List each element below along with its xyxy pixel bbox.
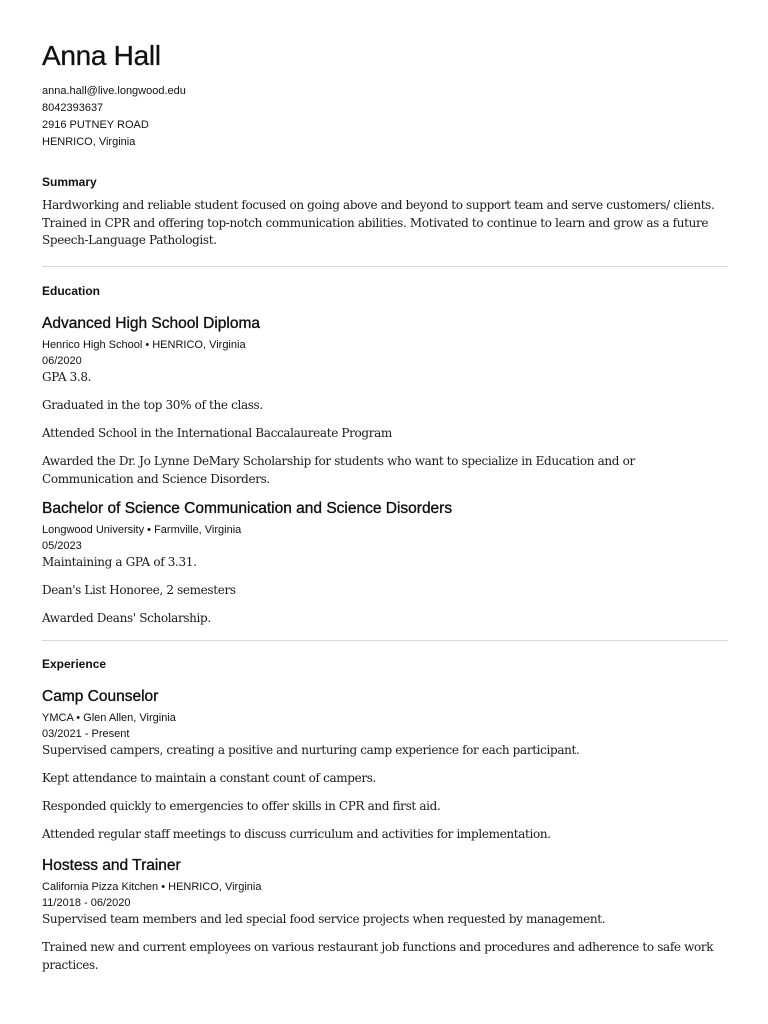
experience-entry-employer: California Pizza Kitchen • HENRICO, Virginia xyxy=(42,881,262,893)
education-entry-detail: Graduated in the top 30% of the class. xyxy=(42,398,263,412)
education-entry-institution: Longwood University • Farmville, Virginia xyxy=(42,524,242,536)
experience-entry-employer: YMCA • Glen Allen, Virginia xyxy=(42,712,176,724)
education-entry-detail: Attended School in the International Baccalaureate Program xyxy=(42,426,392,440)
experience-entry-detail: Trained new and current employees on various restaurant job functions and procedures and adherence to safe work practices. xyxy=(42,940,714,972)
section-divider xyxy=(42,266,728,267)
experience-heading: Experience xyxy=(42,657,107,671)
contact-address: 2916 PUTNEY ROAD xyxy=(42,119,149,131)
education-entry-detail: Awarded Deans' Scholarship. xyxy=(42,611,211,625)
education-entry-detail: GPA 3.8. xyxy=(42,370,92,384)
education-entry-date: 05/2023 xyxy=(42,540,82,552)
education-entry-detail: Maintaining a GPA of 3.31. xyxy=(42,555,197,569)
contact-email[interactable]: anna.hall@live.longwood.edu xyxy=(42,85,186,97)
summary-heading: Summary xyxy=(42,175,97,189)
education-entry-institution: Henrico High School • HENRICO, Virginia xyxy=(42,339,246,351)
experience-entry-date: 11/2018 - 06/2020 xyxy=(42,897,131,909)
experience-entry-detail: Kept attendance to maintain a constant count of campers. xyxy=(42,771,377,785)
education-entry-title: Advanced High School Diploma xyxy=(42,315,260,332)
candidate-name: Anna Hall xyxy=(42,40,161,71)
summary-text: Hardworking and reliable student focused on going above and beyond to support team and serve customers/ clients. Trained in CPR and offering top-notch communication abilities. Motivated to continue to learn and grow as a future Speech-Language Pathologist. xyxy=(42,198,715,247)
experience-entry-date: 03/2021 - Present xyxy=(42,728,130,740)
education-entry-date: 06/2020 xyxy=(42,355,82,367)
education-entry-title: Bachelor of Science Communication and Science Disorders xyxy=(42,500,453,517)
education-heading: Education xyxy=(42,284,101,298)
contact-city: HENRICO, Virginia xyxy=(42,136,136,148)
contact-phone: 8042393637 xyxy=(42,102,104,114)
experience-entry-title: Hostess and Trainer xyxy=(42,857,181,874)
section-divider xyxy=(42,640,728,641)
experience-entry-detail: Supervised campers, creating a positive and nurturing camp experience for each participant. xyxy=(42,743,580,757)
experience-entry-detail: Supervised team members and led special food service projects when requested by management. xyxy=(42,912,606,926)
experience-entry-detail: Attended regular staff meetings to discuss curriculum and activities for implementation. xyxy=(42,827,551,841)
experience-entry-title: Camp Counselor xyxy=(42,688,159,705)
experience-entry-detail: Responded quickly to emergencies to offer skills in CPR and first aid. xyxy=(42,799,441,813)
education-entry-detail: Awarded the Dr. Jo Lynne DeMary Scholarship for students who want to specialize in Education and or Communication and Science Disorders. xyxy=(42,454,635,486)
education-entry-detail: Dean's List Honoree, 2 semesters xyxy=(42,583,236,597)
